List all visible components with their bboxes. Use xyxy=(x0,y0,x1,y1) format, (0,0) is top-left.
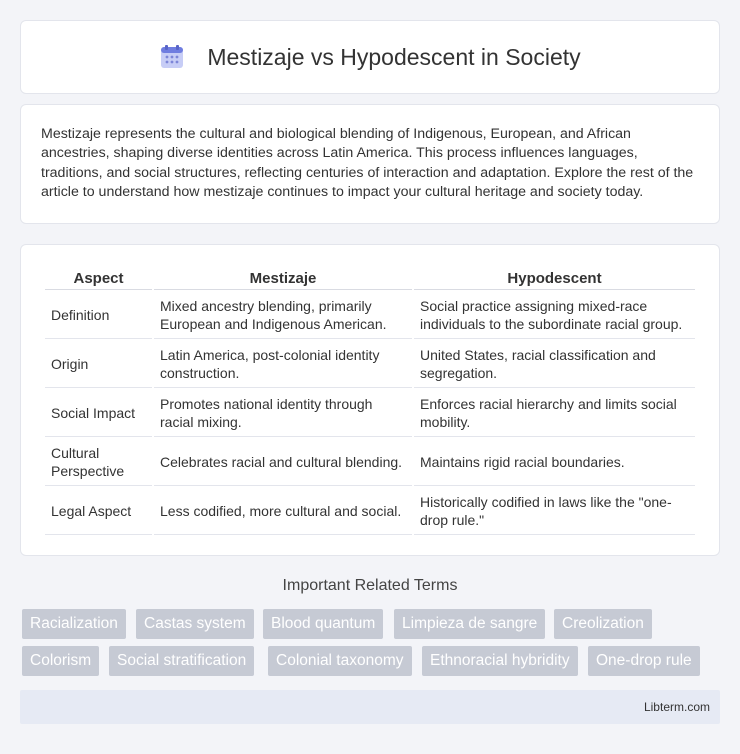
cell-hypodescent: Maintains rigid racial boundaries. xyxy=(414,439,695,486)
cell-hypodescent: Social practice assigning mixed-race individuals to the subordinate racial group. xyxy=(414,292,695,339)
intro-card xyxy=(20,104,720,224)
table-row xyxy=(45,488,695,535)
tag-castas-system[interactable]: Castas system xyxy=(136,609,254,639)
column-header-hypodescent: Hypodescent xyxy=(414,267,695,290)
cell-aspect: Origin xyxy=(45,341,152,388)
cell-aspect: Legal Aspect xyxy=(45,488,152,535)
cell-mestizaje: Promotes national identity through racial mixing. xyxy=(154,390,412,437)
cell-mestizaje: Mixed ancestry blending, primarily European and Indigenous American. xyxy=(154,292,412,339)
tag-colonial-taxonomy[interactable]: Colonial taxonomy xyxy=(268,646,412,676)
cell-aspect: Definition xyxy=(45,292,152,339)
tag-blood-quantum[interactable]: Blood quantum xyxy=(263,609,383,639)
column-header-mestizaje: Mestizaje xyxy=(154,267,412,290)
footer-site-link[interactable]: Libterm.com xyxy=(643,700,710,714)
tag-creolization[interactable]: Creolization xyxy=(554,609,652,639)
comparison-table xyxy=(43,265,697,537)
cell-aspect: Cultural Perspective xyxy=(45,439,152,486)
calendar-icon xyxy=(159,44,185,70)
cell-mestizaje: Celebrates racial and cultural blending. xyxy=(154,439,412,486)
page-title: Mestizaje vs Hypodescent in Society xyxy=(207,43,581,70)
table-row xyxy=(45,292,695,339)
cell-mestizaje: Latin America, post-colonial identity construction. xyxy=(154,341,412,388)
tag-one-drop-rule[interactable]: One-drop rule xyxy=(588,646,700,676)
footer xyxy=(20,690,720,724)
cell-hypodescent: Historically codified in laws like the "one-drop rule." xyxy=(414,488,695,535)
tag-racialization[interactable]: Racialization xyxy=(22,609,126,639)
tag-ethnoracial-hybridity[interactable]: Ethnoracial hybridity xyxy=(422,646,578,676)
header-card xyxy=(20,20,720,94)
tag-colorism[interactable]: Colorism xyxy=(22,646,99,676)
cell-mestizaje: Less codified, more cultural and social. xyxy=(154,488,412,535)
cell-aspect: Social Impact xyxy=(45,390,152,437)
table-row xyxy=(45,439,695,486)
table-row xyxy=(45,390,695,437)
table-row xyxy=(45,341,695,388)
cell-hypodescent: Enforces racial hierarchy and limits social mobility. xyxy=(414,390,695,437)
cell-hypodescent: United States, racial classification and segregation. xyxy=(414,341,695,388)
column-header-aspect: Aspect xyxy=(45,267,152,290)
tag-limpieza-de-sangre[interactable]: Limpieza de sangre xyxy=(394,609,545,639)
tag-social-stratification[interactable]: Social stratification xyxy=(109,646,254,676)
comparison-card xyxy=(20,244,720,556)
intro-text: Mestizaje represents the cultural and biological blending of Indigenous, European, and African ancestries, shaping diverse identities across Latin America. This process influences languages, traditions, and social structures, reflecting centuries of interaction and adaptation. Explore the rest of the article to understand how mestizaje continues to impact your cultural heritage and society today. xyxy=(41,126,694,200)
related-terms-title: Important Related Terms xyxy=(282,577,458,594)
